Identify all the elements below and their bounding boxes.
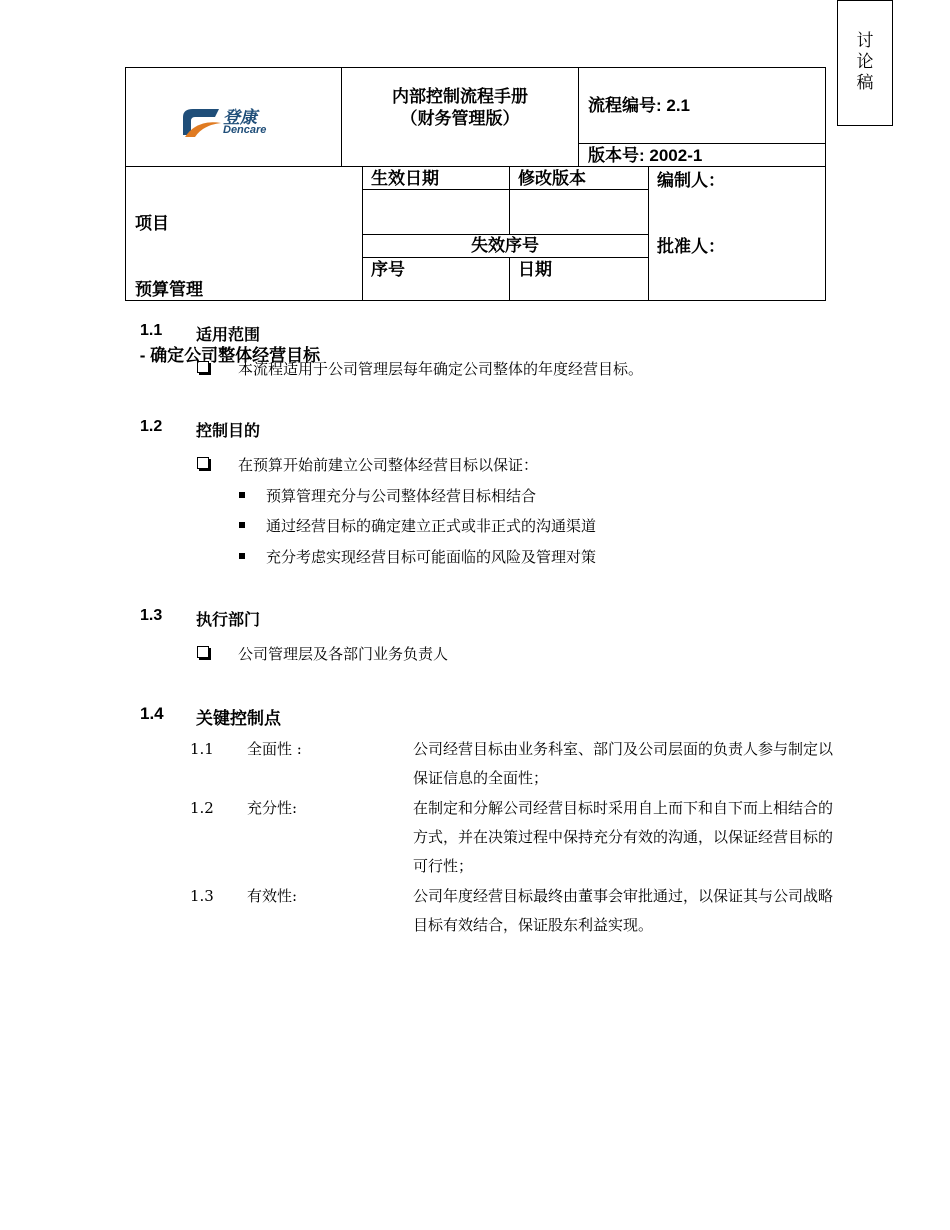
bullet-text: 充分考虑实现经营目标可能面临的风险及管理对策	[266, 548, 597, 566]
key-point-label: 全面性 :	[247, 740, 302, 758]
section-number: 1.3	[140, 607, 163, 624]
key-point-number: 1.3	[190, 887, 214, 905]
checkbox-bullet-icon	[197, 457, 209, 469]
checkbox-bullet-icon	[197, 361, 209, 373]
project-name: 预算管理	[135, 280, 203, 299]
manual-subtitle: （财务管理版）	[400, 109, 520, 128]
expiry-seq-label: 失效序号	[471, 236, 539, 255]
stamp-char: 论	[856, 52, 874, 72]
revision-label: 修改版本	[518, 169, 586, 188]
key-point-desc: 公司年度经营目标最终由董事会审批通过，以保证其与公司战略目标有效结合，保证股东利益实现。	[413, 887, 834, 934]
draft-stamp	[837, 0, 893, 126]
key-point-desc: 在制定和分解公司经营目标时采用自上而下和自下而上相结合的方式，并在决策过程中保持充分有效的沟通，以保证经营目标的可行性；	[413, 799, 834, 875]
company-logo	[181, 105, 281, 141]
checkbox-bullet-icon	[197, 646, 209, 658]
section-number: 1.4	[140, 704, 164, 723]
square-bullet-icon	[239, 553, 245, 559]
seq-label: 序号	[371, 260, 405, 279]
stamp-char: 讨	[856, 31, 874, 51]
section-number: 1.1	[140, 322, 163, 339]
key-point-number: 1.2	[190, 799, 214, 817]
compiler-label: 编制人：	[657, 171, 725, 190]
manual-title: 内部控制流程手册	[392, 87, 528, 106]
logo-text: 登康	[223, 108, 257, 128]
item-text: 在预算开始前建立公司整体经营目标以保证：	[238, 456, 539, 474]
stamp-char: 稿	[856, 73, 874, 93]
project-sub: - 确定公司整体经营目标	[135, 346, 321, 365]
effective-date-label: 生效日期	[371, 169, 439, 188]
manual-title-cell	[342, 86, 578, 130]
section-title: 执行部门	[196, 612, 261, 629]
bullet-text: 预算管理充分与公司整体经营目标相结合	[266, 487, 537, 505]
version-number: 版本号: 2002-1	[588, 146, 703, 165]
process-number: 流程编号: 2.1	[588, 96, 691, 115]
item-text: 公司管理层及各部门业务负责人	[238, 645, 449, 663]
key-point-number: 1.1	[190, 740, 214, 758]
item-text: 本流程适用于公司管理层每年确定公司整体的年度经营目标。	[238, 360, 644, 378]
bullet-text: 通过经营目标的确定建立正式或非正式的沟通渠道	[266, 517, 597, 535]
section-title: 关键控制点	[196, 709, 281, 728]
section-title: 适用范围	[196, 327, 261, 344]
key-point-label: 充分性:	[247, 799, 298, 817]
date-label: 日期	[518, 260, 552, 279]
project-label: 项目	[135, 214, 169, 233]
approver-label: 批准人：	[657, 237, 725, 256]
square-bullet-icon	[239, 492, 245, 498]
key-point-label: 有效性:	[247, 887, 298, 905]
logo-en: Dencare	[223, 124, 267, 136]
key-point-desc: 公司经营目标由业务科室、部门及公司层面的负责人参与制定以保证信息的全面性；	[413, 740, 834, 787]
section-title: 控制目的	[196, 423, 261, 440]
square-bullet-icon	[239, 522, 245, 528]
section-number: 1.2	[140, 418, 163, 435]
